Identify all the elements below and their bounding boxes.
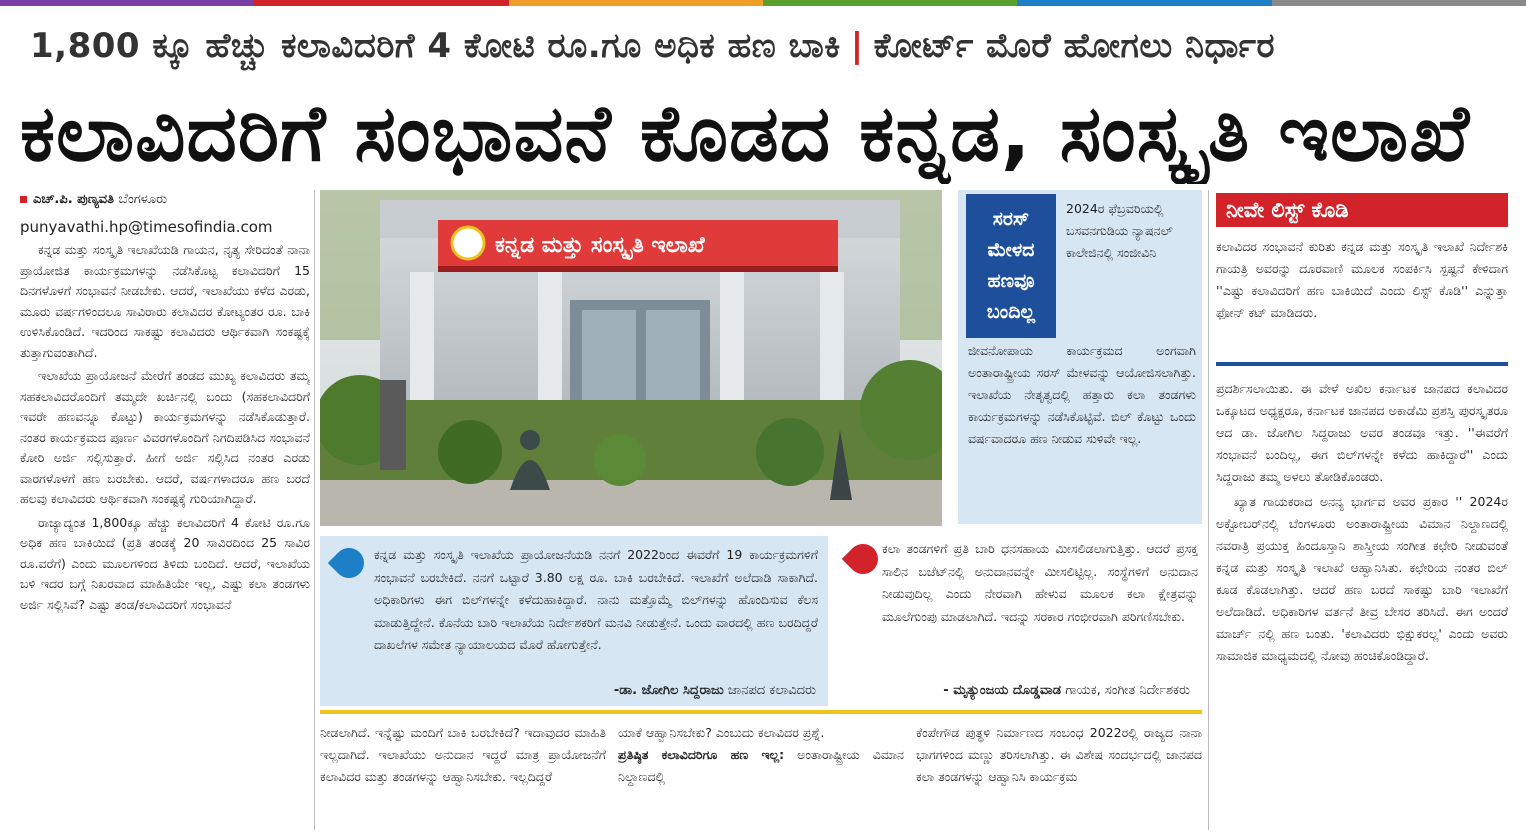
column-divider [1208, 190, 1209, 830]
department-building-photo [320, 190, 942, 526]
sidebar-tag-line: ಸರಸ್ [992, 208, 1030, 230]
bottom-text: ಯಾಕೆ ಆಹ್ವಾನಿಸಬೇಕು? ಎಂಬುದು ಕಲಾವಿದರ ಪ್ರಶ್ನೆ. [618, 725, 825, 740]
top-color-bar [0, 0, 1526, 6]
paragraph: ಕನ್ನಡ ಮತ್ತು ಸಂಸ್ಕೃತಿ ಇಲಾಖೆಯಡಿ ಗಾಯನ, ನೃತ್ಯ ಸೇರಿದಂತೆ ನಾನಾ ಪ್ರಾಯೋಜಿತ ಕಾರ್ಯಕ್ರಮಗಳನ್ನು ನಡೆಸಿಕೊಟ್ಟ ಕಲಾವಿದರಿಗೆ 15 ದಿನಗಳೊಳಗೆ ಸಂಭಾವನೆ ನೀಡಬೇಕು. ಆದರೆ, ಇಲಾಖೆಯು ಕಳೆದ ಎರಡು, ಮೂರು ವರ್ಷಗಳಿಂದಲೂ ಸಾವಿರಾರು ಕಲಾವಿದರ ಕೋಟ್ಯಂತರ ರೂ. ಬಾಕಿ ಉಳಿಸಿಕೊಂಡಿದೆ. ಇದರಿಂದ ಸಾಕಷ್ಟು ಕಲಾವಿದರು ಆರ್ಥಿಕವಾಗಿ ಸಂಕಷ್ಟಕ್ಕೆ ತುತ್ತಾಗುವಂತಾಗಿದೆ. [20, 242, 310, 360]
bottom-column-1: ನೀಡಲಾಗಿದೆ. ಇನ್ನೆಷ್ಟು ಮಂದಿಗೆ ಬಾಕಿ ಬರಬೇಕಿದೆ? ಇದಾವುದರ ಮಾಹಿತಿ ಇಲ್ಲದಾಗಿದೆ. ಇಲಾಖೆಯು ಅನುದಾನ ಇದ್ದರೆ ಮಾತ್ರ ಪ್ರಾಯೋಜನೆಗೆ ಕಲಾವಿದರ ಮತ್ತು ತಂಡಗಳನ್ನು ಆಹ್ವಾನಿಸಬೇಕು. ಇಲ್ಲದಿದ್ದರೆ [320, 725, 606, 784]
quote-person: - ಮೃತ್ಯುಂಜಯ ದೊಡ್ಡವಾಡ [943, 683, 1062, 698]
bottom-column-2 [618, 722, 904, 832]
list-box-heading: ನೀವೇ ಲಿಸ್ಟ್ ಕೊಡಿ [1216, 193, 1508, 227]
subheading: ಪ್ರತಿಷ್ಠಿತ ಕಲಾವಿದರಿಗೂ ಹಣ ಇಲ್ಲ: [618, 747, 785, 762]
byline [20, 192, 310, 207]
kicker-right: ಕೋರ್ಟ್ ಮೊರೆ ಹೋಗಲು ನಿರ್ಧಾರ [873, 26, 1276, 66]
sidebar-intro: 2024ರ ಫೆಬ್ರವರಿಯಲ್ಲಿ ಬಸವನಗುಡಿಯ ನ್ಯಾಷನಲ್ ಕಾಲೇಜಿನಲ್ಲಿ ಸಂಜೀವಿನಿ [1066, 201, 1173, 260]
quote-attribution [614, 683, 816, 698]
author-name: ಎಚ್.ಪಿ. ಪುಣ್ಯವತಿ [33, 192, 115, 207]
sidebar-body: ಜೀವನೋಪಾಯ ಕಾರ್ಯಕ್ರಮದ ಅಂಗವಾಗಿ ಅಂತಾರಾಷ್ಟ್ರೀಯ ಸರಸ್ ಮೇಳವನ್ನು ಆಯೋಜಿಸಲಾಗಿತ್ತು. ಇಲಾಖೆಯ ನೇತೃತ್ವದಲ್ಲಿ ಹತ್ತಾರು ಕಲಾ ತಂಡಗಳು ಕಾರ್ಯಕ್ರಮಗಳನ್ನು ನಡೆಸಿಕೊಟ್ಟಿವೆ. ಬಿಲ್ ಕೊಟ್ಟು ಒಂದು ವರ್ಷವಾದರೂ ಹಣ ನೀಡುವ ಸುಳಿವೇ ಇಲ್ಲ. [968, 343, 1196, 446]
building-illustration [320, 190, 942, 526]
section-divider [320, 710, 1202, 714]
top-bar-segment [254, 0, 508, 6]
kicker-headline [30, 26, 1500, 74]
quote-person: -ಡಾ. ಜೋಗಿಲ ಸಿದ್ದರಾಜು [613, 683, 724, 698]
quote-marker-icon [328, 542, 370, 584]
author-place: ಬೆಂಗಳೂರು [118, 192, 168, 207]
top-bar-segment [1272, 0, 1526, 6]
saras-mela-sidebar [958, 190, 1202, 524]
quote-role: ಜಾನಪದ ಕಲಾವಿದರು [727, 683, 816, 698]
paragraph: ಪ್ರದರ್ಶಿಸಲಾಯಿತು. ಈ ವೇಳೆ ಅಖಿಲ ಕರ್ನಾಟಕ ಜಾನಪದ ಕಲಾವಿದರ ಒಕ್ಕೂಟದ ಅಧ್ಯಕ್ಷರೂ, ಕರ್ನಾಟಕ ಜಾನಪದ ಅಕಾಡೆಮಿ ಪ್ರಶಸ್ತಿ ಪುರಸ್ಕೃತರೂ ಆದ ಡಾ. ಜೋಗಿಲ ಸಿದ್ದರಾಜು ಅವರ ತಂಡವೂ ಇತ್ತು. ''ಈವರೆಗೆ ಸಂಭಾವನೆ ಬಂದಿಲ್ಲ, ಈಗ ಬಿಲ್‌ಗಳನ್ನೇ ಕಳೆದು ಹಾಕಿದ್ದಾರೆ'' ಎಂದು ಸಿದ್ದರಾಜು ತಮ್ಮ ಅಳಲು ತೋಡಿಕೊಂಡರು. [1216, 381, 1508, 484]
paragraph: ಇಲಾಖೆಯ ಪ್ರಾಯೋಜನೆ ಮೇರೆಗೆ ತಂಡದ ಮುಖ್ಯ ಕಲಾವಿದರು ತಮ್ಮ ಸಹಕಲಾವಿದರೊಂದಿಗೆ ತಮ್ಮದೇ ಖರ್ಚಿನಲ್ಲಿ ಬಂದು (ಸಹಕಲಾವಿದರಿಗೆ ಇವರೇ ಹಣವನ್ನೂ ಕೊಟ್ಟು) ಕಾರ್ಯಕ್ರಮಗಳನ್ನು ನಡೆಸಿಕೊಡುತ್ತಾರೆ. ನಂತರ ಕಾರ್ಯಕ್ರಮದ ಪೂರ್ಣ ವಿವರಗಳೊಂದಿಗೆ ನಿಗದಿಪಡಿಸಿದ ಸಂಭಾವನೆ ಕೋರಿ ಅರ್ಜಿ ಸಲ್ಲಿಸುತ್ತಾರೆ. ಹೀಗೆ ಅರ್ಜಿ ಸಲ್ಲಿಸಿದ ನಂತರ ಎರಡು ವಾರಗಳೊಳಗೆ ಹಣ ಬರಬೇಕು. ಆದರೆ, ವರ್ಷಗಳಾದರೂ ಹಣ ಬರದೆ ಹಲವು ಕಲಾವಿದರು ಆರ್ಥಿಕವಾಗಿ ಸಂಕಷ್ಟಕ್ಕೆ ಗುರಿಯಾಗಿದ್ದಾರೆ. [20, 368, 310, 506]
right-column [1216, 378, 1508, 832]
quote-attribution [943, 683, 1190, 698]
paragraph: ಖ್ಯಾತ ಗಾಯಕರಾದ ಅನನ್ಯ ಭಾರ್ಗವ ಅವರ ಪ್ರಕಾರ '' 2024ರ ಅಕ್ಟೋಬರ್‌ನಲ್ಲಿ ಬೆಂಗಳೂರು ಅಂತಾರಾಷ್ಟ್ರೀಯ ವಿಮಾನ ನಿಲ್ದಾಣದಲ್ಲಿ ನವರಾತ್ರಿ ಪ್ರಯುಕ್ತ ಹಿಂದೂಸ್ತಾನಿ ಶಾಸ್ತ್ರೀಯ ಸಂಗೀತ ಕಛೇರಿ ನೀಡುವಂತೆ ಕನ್ನಡ ಮತ್ತು ಸಂಸ್ಕೃತಿ ಇಲಾಖೆ ಆಹ್ವಾನಿಸಿತು. ಕಛೇರಿಯ ನಂತರ ಬಿಲ್ ಕೂಡ ಕೊಡಲಾಗಿತ್ತು. ಆದರೆ ಹಣ ಬರದೆ ಸಾಕಷ್ಟು ಬಾರಿ ಇಲಾಖೆಗೆ ಅಲೆದಾಡಿದೆ. ಅಧಿಕಾರಿಗಳ ವರ್ತನೆ ತೀವ್ರ ಬೇಸರ ತರಿಸಿದೆ. ಈಗ ಅಂದರೆ ಮಾರ್ಚ್ ನಲ್ಲಿ ಹಣ ಬಂತು. 'ಕಲಾವಿದರು ಭಿಕ್ಷುಕರಲ್ಲ' ಎಂದು ಅವರು ಸಾಮಾಜಿಕ ಮಾಧ್ಯಮದಲ್ಲಿ ನೋವು ಹಂಚಿಕೊಂಡಿದ್ದಾರೆ. [1216, 494, 1508, 663]
author-email: punyavathi.hp@timesofindia.com [20, 218, 273, 236]
left-column [20, 240, 310, 832]
quote-text: ಕಲಾ ತಂಡಗಳಿಗೆ ಪ್ರತಿ ಬಾರಿ ಧನಸಹಾಯ ಮೀಸಲಿಡಲಾಗುತ್ತಿತ್ತು. ಆದರೆ ಪ್ರಸಕ್ತ ಸಾಲಿನ ಬಜೆಟ್‌ನಲ್ಲಿ ಅನುದಾನವನ್ನೇ ಮೀಸಲಿಟ್ಟಿಲ್ಲ. ಸಂಸ್ಥೆಗಳಿಗೆ ಅನುದಾನ ನೀಡುವುದಿಲ್ಲ ಎಂದು ನೇರವಾಗಿ ಹೇಳುವ ಮೂಲಕ ಕಲಾ ಕ್ಷೇತ್ರವನ್ನು ಮೂಲೆಗುಂಪು ಮಾಡಲಾಗಿದೆ. ಇದನ್ನು ಸರಕಾರ ಗಂಭೀರವಾಗಿ ಪರಿಗಣಿಸಬೇಕು. [882, 541, 1198, 624]
bottom-text: ಅಂತಾರಾಷ್ಟ್ರೀಯ ವಿಮಾನ ನಿಲ್ದಾಣದಲ್ಲಿ [618, 747, 904, 784]
bottom-column-3: ಕೆಂಪೇಗೌಡ ಪುತ್ಥಳಿ ನಿರ್ಮಾಣದ ಸಂಬಂಧ 2022ರಲ್ಲಿ ರಾಜ್ಯದ ನಾನಾ ಭಾಗಗಳಿಂದ ಮಣ್ಣು ತರಿಸಲಾಗಿತ್ತು. ಈ ವಿಶೇಷ ಸಂದರ್ಭದಲ್ಲಿ ಜಾನಪದ ಕಲಾ ತಂಡಗಳನ್ನು ಆಹ್ವಾನಿಸಿ ಕಾರ್ಯಕ್ರಮ [916, 725, 1202, 784]
top-bar-segment [0, 0, 254, 6]
top-bar-segment [509, 0, 763, 6]
sidebar-tag [966, 194, 1056, 338]
paragraph: ರಾಜ್ಯಾದ್ಯಂತ 1,800ಕ್ಕೂ ಹೆಚ್ಚು ಕಲಾವಿದರಿಗೆ 4 ಕೋಟಿ ರೂ.ಗೂ ಅಧಿಕ ಹಣ ಬಾಕಿಯಿದೆ (ಪ್ರತಿ ತಂಡಕ್ಕೆ 20 ಸಾವಿರದಿಂದ 25 ಸಾವಿರ ರೂ.ವರೆಗೆ) ಎಂದು ಮೂಲಗಳಿಂದ ತಿಳಿದು ಬಂದಿದೆ. ಆದರೆ, ಇಲಾಖೆಯ ಬಳಿ ಇದರ ಬಗ್ಗೆ ನಿಖರವಾದ ಮಾಹಿತಿಯೇ ಇಲ್ಲ, ಎಷ್ಟು ಕಲಾ ತಂಡಗಳು ಅರ್ಜಿ ಸಲ್ಲಿಸಿವೆ? ಎಷ್ಟು ತಂಡ/ಕಲಾವಿದರಿಗೆ ಸಂಭಾವನೆ [20, 514, 310, 612]
section-divider [1216, 362, 1508, 366]
list-box-text: ಕಲಾವಿದರ ಸಂಭಾವನೆ ಕುರಿತು ಕನ್ನಡ ಮತ್ತು ಸಂಸ್ಕೃತಿ ಇಲಾಖೆ ನಿರ್ದೇಶಕಿ ಗಾಯತ್ರಿ ಅವರನ್ನು ದೂರವಾಣಿ ಮೂಲಕ ಸಂಪರ್ಕಿಸಿ ಸ್ಪಷ್ಟನೆ ಕೇಳಿದಾಗ ''ಎಷ್ಟು ಕಲಾವಿದರಿಗೆ ಹಣ ಬಾಕಿಯಿದೆ ಎಂದು ಲಿಸ್ಟ್ ಕೊಡಿ'' ಎನ್ನುತ್ತಾ ಫೋನ್ ಕಟ್ ಮಾಡಿದರು. [1216, 239, 1508, 320]
kicker-separator: | [850, 26, 864, 66]
quote-marker-icon [842, 538, 884, 580]
column-divider [314, 190, 315, 830]
main-headline: ಕಲಾವಿದರಿಗೆ ಸಂಭಾವನೆ ಕೊಡದ ಕನ್ನಡ, ಸಂಸ್ಕೃತಿ ಇಲಾಖೆ [20, 89, 1471, 179]
building-sign-text: ಕನ್ನಡ ಮತ್ತು ಸಂಸ್ಕೃತಿ ಇಲಾಖೆ [495, 233, 705, 258]
quote-box-mrutyunjaya [836, 536, 1202, 706]
sidebar-tag-line: ಹಣವೂ [987, 270, 1035, 292]
sidebar-tag-line: ಬಂದಿಲ್ಲ [986, 301, 1036, 323]
quote-box-siddaraju [320, 536, 828, 706]
sidebar-tag-line: ಮೇಳದ [987, 239, 1035, 261]
kicker-left: 1,800 ಕ್ಕೂ ಹೆಚ್ಚು ಕಲಾವಿದರಿಗೆ 4 ಕೋಟಿ ರೂ.ಗೂ ಅಧಿಕ ಹಣ ಬಾಕಿ [30, 26, 841, 66]
top-bar-segment [1017, 0, 1271, 6]
square-bullet-icon [20, 196, 27, 203]
top-bar-segment [763, 0, 1017, 6]
quote-role: ಗಾಯಕ, ಸಂಗೀತ ನಿರ್ದೇಶಕರು [1065, 683, 1190, 698]
quote-text: ಕನ್ನಡ ಮತ್ತು ಸಂಸ್ಕೃತಿ ಇಲಾಖೆಯ ಪ್ರಾಯೋಜನೆಯಡಿ ನನಗೆ 2022ರಿಂದ ಈವರೆಗೆ 19 ಕಾರ್ಯಕ್ರಮಗಳಿಗೆ ಸಂಭಾವನೆ ಬರಬೇಕಿದೆ. ನನಗೆ ಒಟ್ಟಾರೆ 3.80 ಲಕ್ಷ ರೂ. ಬಾಕಿ ಬರಬೇಕಿದೆ. ಇಲಾಖೆಗೆ ಅಲೆದಾಡಿ ಸಾಕಾಗಿದೆ. ಅಧಿಕಾರಿಗಳು ಈಗ ಬಿಲ್‌ಗಳನ್ನೇ ಕಳೆದುಹಾಕಿದ್ದಾರೆ. ನಾನು ಮತ್ತೊಮ್ಮೆ ಬಿಲ್‌ಗಳನ್ನು ಹೊಂದಿಸುವ ಕೆಲಸ ಮಾಡುತ್ತಿದ್ದೇನೆ. ಕೊನೆಯ ಬಾರಿ ಇಲಾಖೆಯ ನಿರ್ದೇಶಕರಿಗೆ ಮನವಿ ನೀಡುತ್ತೇನೆ. ಒಂದು ವಾರದಲ್ಲಿ ಹಣ ಬರದಿದ್ದರೆ ದಾಖಲೆಗಳ ಸಮೇತ ನ್ಯಾಯಾಲಯದ ಮೊರೆ ಹೋಗುತ್ತೇನೆ. [374, 547, 818, 652]
